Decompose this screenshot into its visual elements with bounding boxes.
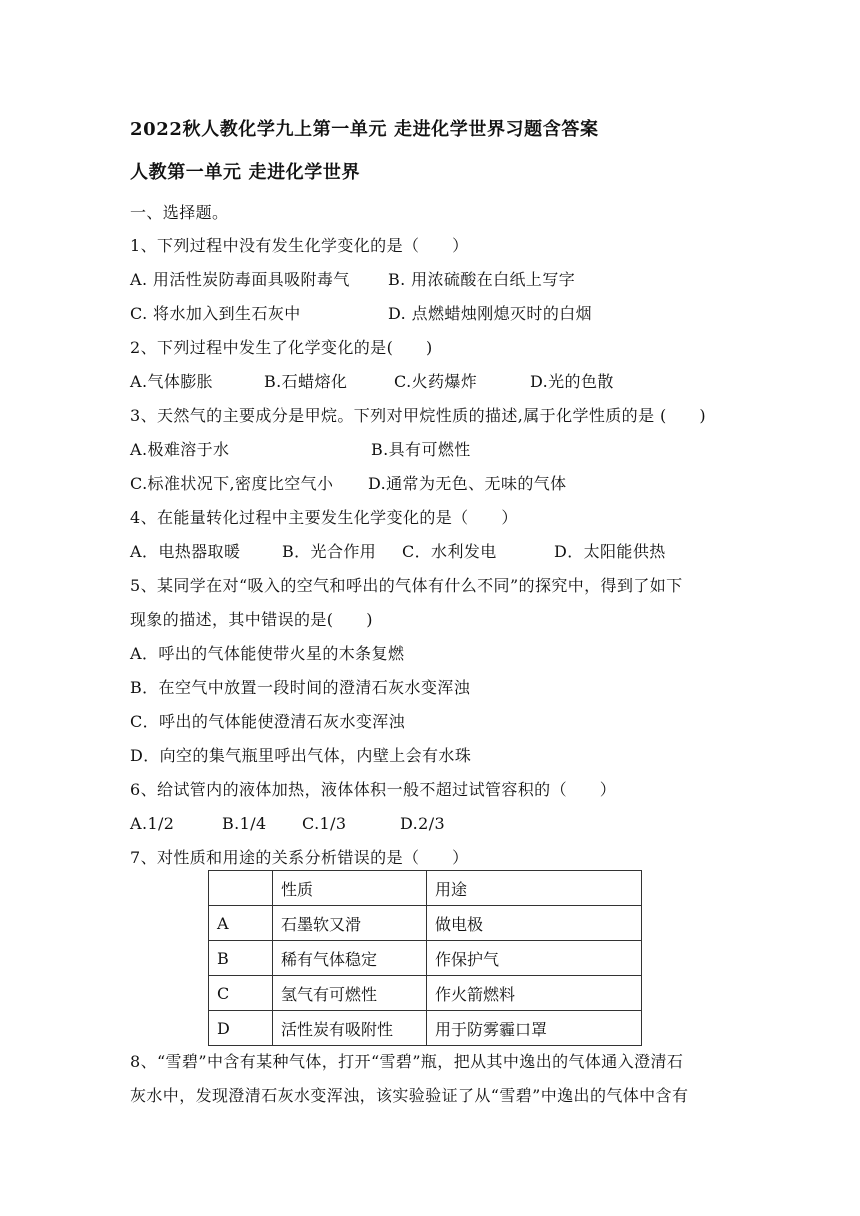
unit-heading: 人教第一单元 走进化学世界 — [130, 162, 361, 183]
section-heading: 一、选择题。 — [130, 203, 229, 222]
question-8-stem-cont: 灰水中，发现澄清石灰水变浑浊，该实验验证了从“雪碧”中逸出的气体中含有 — [130, 1086, 689, 1105]
option-d: D．太阳能供热 — [554, 542, 666, 561]
table-header-cell: 性质 — [273, 871, 427, 906]
table-cell: 石墨软又滑 — [273, 906, 427, 941]
document-title: 2022秋人教化学九上第一单元 走进化学世界习题含答案 — [130, 119, 599, 140]
option-a: A.极难溶于水 — [130, 440, 230, 459]
option-c: C. 将水加入到生石灰中 — [130, 304, 301, 323]
table-row — [209, 1011, 642, 1046]
question-2-stem: 2、下列过程中发生了化学变化的是( ) — [130, 338, 433, 357]
table-cell: 用于防雾霾口罩 — [427, 1011, 642, 1046]
option-a: A．电热器取暖 — [130, 542, 241, 561]
table-cell: 做电极 — [427, 906, 642, 941]
table-row — [209, 976, 642, 1011]
option-b: B.1/4 — [222, 814, 267, 833]
question-1-stem: 1、下列过程中没有发生化学变化的是（ ） — [130, 236, 469, 255]
option-d: D. 点燃蜡烛刚熄灭时的白烟 — [388, 304, 593, 323]
question-5-stem-cont: 现象的描述，其中错误的是( ) — [130, 610, 373, 629]
question-5-stem: 5、某同学在对“吸入的空气和呼出的气体有什么不同”的探究中，得到了如下 — [130, 576, 683, 595]
table-cell: 氢气有可燃性 — [273, 976, 427, 1011]
table-cell: D — [209, 1011, 273, 1046]
option-a: A.气体膨胀 — [130, 372, 214, 391]
option-a: A. 用活性炭防毒面具吸附毒气 — [130, 270, 350, 289]
option-b: B. 用浓硫酸在白纸上写字 — [388, 270, 576, 289]
option-b: B．在空气中放置一段时间的澄清石灰水变浑浊 — [130, 678, 471, 697]
table-header-row — [209, 871, 642, 906]
question-7-stem: 7、对性质和用途的关系分析错误的是（ ） — [130, 848, 469, 867]
property-use-table — [208, 870, 642, 1046]
option-d: D.光的色散 — [530, 372, 614, 391]
question-3-stem: 3、天然气的主要成分是甲烷。下列对甲烷性质的描述,属于化学性质的是 ( ) — [130, 406, 707, 425]
option-c: C.1/3 — [302, 814, 347, 833]
option-b: B.具有可燃性 — [371, 440, 471, 459]
option-c: C．呼出的气体能使澄清石灰水变浑浊 — [130, 712, 406, 731]
table-row — [209, 906, 642, 941]
table-header-cell — [209, 871, 273, 906]
option-c: C.标准状况下,密度比空气小 — [130, 474, 334, 493]
table-header-cell: 用途 — [427, 871, 642, 906]
table-row — [209, 941, 642, 976]
question-8-stem: 8、“雪碧”中含有某种气体，打开“雪碧”瓶，把从其中逸出的气体通入澄清石 — [130, 1052, 684, 1071]
table-cell: 活性炭有吸附性 — [273, 1011, 427, 1046]
table-cell: 稀有气体稳定 — [273, 941, 427, 976]
option-d: D.通常为无色、无味的气体 — [368, 474, 567, 493]
table-cell: C — [209, 976, 273, 1011]
option-d: D．向空的集气瓶里呼出气体，内壁上会有水珠 — [130, 746, 472, 765]
question-4-stem: 4、在能量转化过程中主要发生化学变化的是（ ） — [130, 508, 518, 527]
option-a: A.1/2 — [130, 814, 175, 833]
option-b: B．光合作用 — [282, 542, 377, 561]
table-cell: B — [209, 941, 273, 976]
option-b: B.石蜡熔化 — [264, 372, 348, 391]
table-cell: 作火箭燃料 — [427, 976, 642, 1011]
question-6-stem: 6、给试管内的液体加热，液体体积一般不超过试管容积的（ ） — [130, 780, 617, 799]
option-a: A．呼出的气体能使带火星的木条复燃 — [130, 644, 405, 663]
option-c: C.火药爆炸 — [394, 372, 478, 391]
table-cell: A — [209, 906, 273, 941]
option-c: C．水利发电 — [402, 542, 497, 561]
option-d: D.2/3 — [400, 814, 446, 833]
table-cell: 作保护气 — [427, 941, 642, 976]
